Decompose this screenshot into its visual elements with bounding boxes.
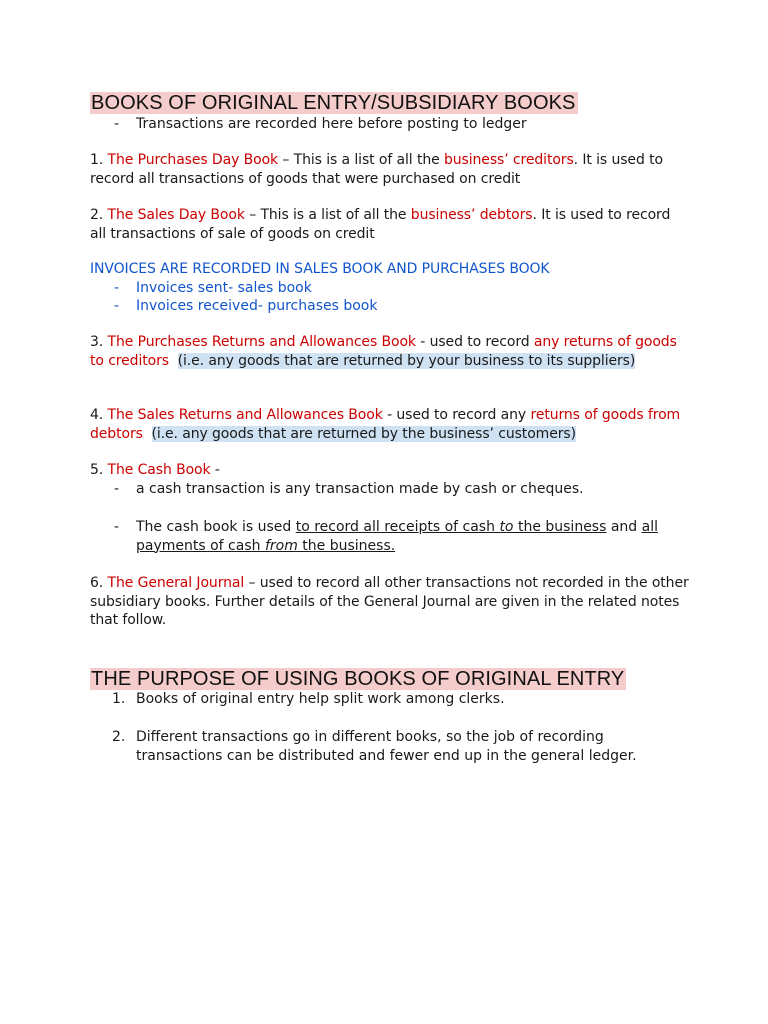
book-name: The General Journal bbox=[107, 575, 245, 591]
bullet-text: Invoices received- purchases book bbox=[136, 298, 378, 314]
text-run: to record all receipts of cash bbox=[295, 519, 500, 535]
item-highlight: returns of goods from debtors bbox=[90, 407, 681, 442]
text-run: all payments of cash bbox=[136, 519, 659, 554]
item-number: 3. bbox=[90, 334, 108, 350]
item-highlight: any returns of goods to creditors bbox=[90, 334, 677, 369]
section-heading-books bbox=[90, 91, 578, 115]
text-run: and bbox=[606, 519, 642, 535]
heading-text: BOOKS OF ORIGINAL ENTRY/SUBSIDIARY BOOKS bbox=[91, 92, 576, 114]
bullet-dash: - bbox=[114, 519, 120, 535]
item-general-journal bbox=[90, 574, 690, 630]
item-number: 2. bbox=[90, 207, 108, 223]
item-number: 1. bbox=[90, 152, 108, 168]
item-text: . It is used to record all transactions of goods that were purchased on credit bbox=[90, 152, 663, 187]
item-sales-day-book bbox=[90, 206, 690, 243]
bullet-text: Invoices sent- sales book bbox=[136, 280, 312, 296]
item-number: 5. bbox=[90, 462, 108, 478]
item-cash-book bbox=[90, 461, 690, 480]
text-run: the business bbox=[513, 519, 607, 535]
italic-run: to bbox=[499, 519, 514, 535]
italic-run: from bbox=[264, 537, 298, 554]
bullet-dash: - bbox=[114, 116, 120, 132]
item-note: (i.e. any goods that are returned by the business’ customers) bbox=[151, 425, 576, 442]
item-sep: – This is a list of all the bbox=[244, 207, 411, 223]
item-sales-returns-book bbox=[90, 406, 690, 443]
bullet-text bbox=[136, 518, 684, 555]
bullet-dash: - bbox=[114, 280, 120, 296]
bullet-dash: - bbox=[114, 481, 120, 497]
item-highlight: business’ creditors bbox=[443, 152, 574, 168]
item-number: 6. bbox=[90, 575, 108, 591]
list-text: Different transactions go in different books, so the job of recording transactions can be distributed and fewer end up in the general ledger. bbox=[136, 729, 637, 764]
text-run: The cash book is used bbox=[136, 519, 296, 535]
book-name: The Sales Returns and Allowances Book bbox=[107, 407, 383, 423]
item-text: – used to record all other transactions not recorded in the other subsidiary books. Further details of the General Journal are given in the related notes that follow. bbox=[90, 575, 689, 628]
item-sep: - used to record bbox=[415, 334, 534, 350]
heading-text: THE PURPOSE OF USING BOOKS OF ORIGINAL ENTRY bbox=[91, 668, 625, 690]
item-purchases-day-book bbox=[90, 151, 690, 188]
bullet-text: a cash transaction is any transaction made by cash or cheques. bbox=[136, 481, 584, 497]
invoices-heading: INVOICES ARE RECORDED IN SALES BOOK AND PURCHASES BOOK bbox=[90, 261, 550, 277]
list-text: Books of original entry help split work among clerks. bbox=[136, 691, 505, 707]
book-name: The Purchases Returns and Allowances Book bbox=[107, 334, 416, 350]
section-heading-purpose bbox=[90, 667, 626, 691]
item-sep: - bbox=[210, 462, 220, 478]
text-run: the business. bbox=[297, 537, 396, 554]
item-highlight: business’ debtors bbox=[410, 207, 533, 223]
item-gap bbox=[169, 353, 178, 369]
item-sep: - used to record any bbox=[382, 407, 531, 423]
item-text: . It is used to record all transactions of sale of goods on credit bbox=[90, 207, 671, 242]
book-name: The Cash Book bbox=[107, 462, 211, 478]
list-number: 1. bbox=[112, 691, 126, 707]
item-purchases-returns-book bbox=[90, 333, 690, 370]
item-sep: – This is a list of all the bbox=[278, 152, 444, 168]
bullet-dash: - bbox=[114, 298, 120, 314]
item-gap bbox=[143, 426, 152, 442]
list-number: 2. bbox=[112, 729, 126, 745]
bullet-text: Transactions are recorded here before posting to ledger bbox=[136, 116, 527, 132]
item-note: (i.e. any goods that are returned by your business to its suppliers) bbox=[177, 352, 636, 369]
book-name: The Sales Day Book bbox=[107, 207, 245, 223]
underlined-run bbox=[296, 519, 607, 535]
book-name: The Purchases Day Book bbox=[107, 152, 279, 168]
item-number: 4. bbox=[90, 407, 108, 423]
